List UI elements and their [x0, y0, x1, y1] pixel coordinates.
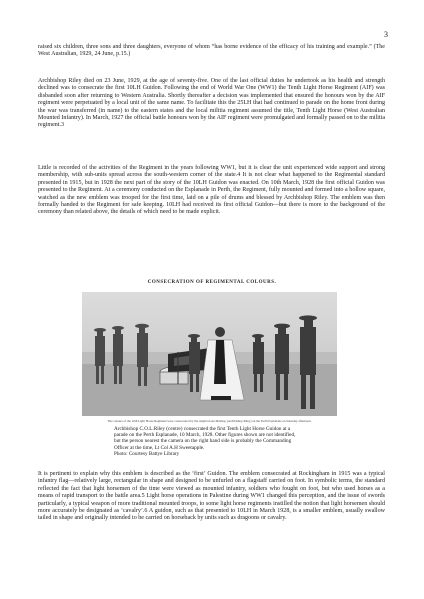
page-number: 3 [384, 30, 388, 39]
paragraph-1: raised six children, three sons and three daughters, everyone of whom “has borne evidence of the efficacy of his training and example.” (The West Australian, 1929, 24 June, p.15.) [38, 44, 385, 58]
photo-heading: CONSECRATION OF REGIMENTAL COLOURS. [147, 280, 277, 285]
photo-inner-caption: The colours of the 10th Light Horse Regiment were consecrated by the Anglican Archbishop (Archbishop Riley) on the Perth Esplanade on Saturday afternoon. [107, 419, 312, 423]
paragraph-3: Little is recorded of the activities of the Regiment in the years following WW1, but it is clear the unit experienced wide support and strong membership, with sub-units spread across the south-western corner of the state.4 It is not clear what happened to the Regimental standard presented in 1915, but in 1928 the next part of the story of the 10LH Guidon was enacted. On 10th March, 1928 the first official Guidon was presented to the Regiment. At a ceremony conducted on the Esplanade in Perth, the Regiment, fully mounted and formed into a hollow square, watched as the new emblem was trooped for the first time, laid on a pile of drums and blessed by Archbishop Riley. The emblem was then formally handed to the Regiment for safe keeping. 10LH had received its first official Guidon—but there is more to the background of the ceremony than related above, the details of which need to be made explicit. [38, 165, 385, 216]
paragraph-2: Archbishop Riley died on 23 June, 1929, at the age of seventy-five. One of the last official duties he undertook as his health and strength declined was to consecrate the first 10LH Guidon. Following the end of World War One (WW1) the Tenth Light Horse Regiment (AIF) was disbanded soon after returning to Western Australia. Shortly thereafter a decision was implemented that ensured the honours won by the AIF regiment were perpetuated by a local unit of the same name. To facilitate this the 25LH that had continued to parade on the home front during the war was transferred (in name) to the eastern states and the local militia regiment assumed the title, Tenth Light Horse (West Australian Mounted Infantry). In March, 1927 the official battle honours won by the AIF regiment were promulgated and formally passed on to the militia regiment.3 [38, 78, 385, 129]
caption-line-4: Officer at the time, Lt Col A.H Sweetapple. [114, 444, 205, 451]
caption-line-1: Archbishop C.O.L.Riley (centre) consecrated the first Tenth Light Horse Guidon at a [114, 426, 291, 432]
caption-line-2: parade on the Perth Esplanade, 10 March, 1928. Other figures shown are not identified, [114, 432, 296, 439]
photo-illustration [82, 292, 337, 416]
caption-line-5: Photo: Courtesy Battye Library [114, 450, 180, 457]
figure-caption [114, 426, 314, 457]
caption-line-3: but the person nearest the camera on the right hand side is probably the Commanding [114, 438, 292, 445]
consecration-photo [82, 292, 337, 416]
paragraph-4: It is pertinent to explain why this emblem is described as the ‘first’ Guidon. The emblem consecrated at Rockingham in 1915 was a typical infantry flag—relatively large, rectangular in shape and designed to be unfurled on a flagstaff carried on foot. In symbolic terms, the standard reflected the fact that light horsemen of the time were viewed as mounted infantry, soldiers who fought on foot, but who used horses as a means of rapid transport to the battle area.5 Light horse operations in Palestine during WW1 changed this perception, and the issue of swords particularly, a typical weapon of more traditional mounted troops, to some light horse regiments instilled the notion that light horsemen should more accurately be designated as ‘cavalry’.6 A guidon, such as that presented to 10LH in March 1928, is a smaller emblem, usually swallow tailed in shape and originally intended to be carried on horseback by units such as dragoons or cavalry. [38, 471, 385, 522]
